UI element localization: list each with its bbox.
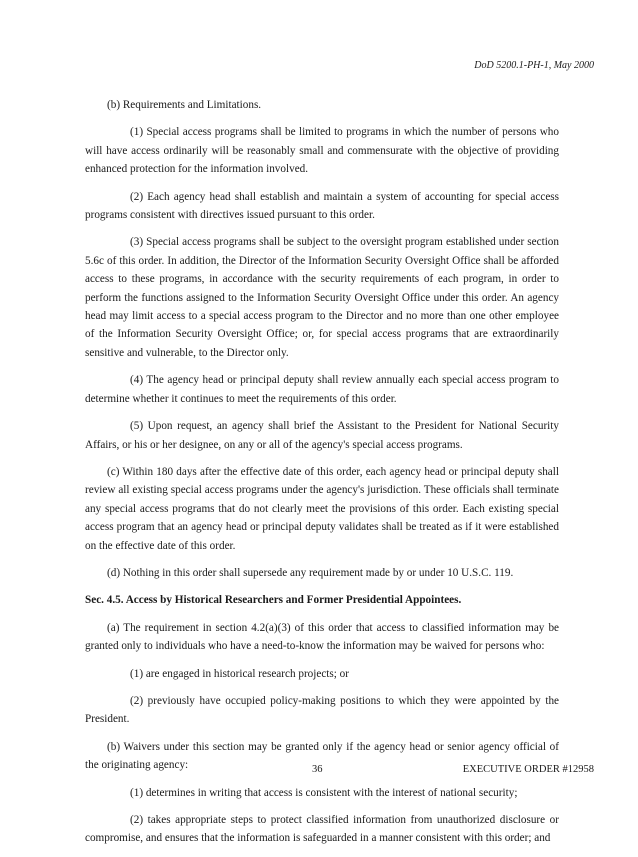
paragraph: (b) Requirements and Limitations. [107,99,262,111]
paragraph: (c) Within 180 days after the effective date of this order, each agency head or principal deputy shall review all existing special access programs under the agency's jurisdiction. These officials shall terminate any special access programs that do not clearly meet the provisions of this order. Each existing special access program that an agency head or principal deputy validates shall be treated as if it were established on the effective date of this order. [85,465,559,552]
paragraph: (1) Special access programs shall be limited to programs in which the number of persons who will have access ordinarily will be reasonably small and commensurate with the objective of providing enhanced protection for the information involved. [85,126,559,176]
paragraph: (a) The requirement in section 4.2(a)(3) of this order that access to classified information may be granted only to individuals who have a need-to-know the information may be waived for persons who: [85,621,559,653]
section-heading: Sec. 4.5. Access by Historical Researchers and Former Presidential Appointees. [85,594,462,607]
paragraph: (b) Waivers under this section may be granted only if the agency head or senior agency official of the originating agency: [85,740,559,772]
paragraph: (d) Nothing in this order shall supersede any requirement made by or under 10 U.S.C. 119. [107,566,514,579]
paragraph: (3) Special access programs shall be subject to the oversight program established under section 5.6c of this order. In addition, the Director of the Information Security Oversight Office shall be afforded access to these programs, in accordance with the security requirements of each program, in order to perform the functions assigned to the Information Security Oversight Office under this order. An agency head may limit access to a special access program to the Director and no more than one other employee of the Information Security Oversight Office; or, for special access programs that are extraordinarily sensitive and vulnerable, to the Director only. [85,236,559,359]
paragraph: (2) Each agency head shall establish and maintain a system of accounting for special access programs consistent with directives issued pursuant to this order. [85,190,559,222]
running-header: DoD 5200.1-PH-1, May 2000 [474,60,594,71]
paragraph: (5) Upon request, an agency shall brief the Assistant to the President for National Security Affairs, or his or her designee, on any or all of the agency's special access programs. [85,420,559,451]
body-text [85,96,559,857]
paragraph: (4) The agency head or principal deputy shall review annually each special access program to determine whether it continues to meet the requirements of this order. [85,374,559,405]
paragraph: (1) are engaged in historical research projects; or [130,667,349,680]
page-number: 36 [312,764,323,775]
paragraph: (2) takes appropriate steps to protect classified information from unauthorized disclosure or compromise, and ensures that the information is safeguarded in a manner consistent with this order; and [85,814,559,845]
paragraph: (2) previously have occupied policy-making positions to which they were appointed by the President. [85,694,559,726]
footer-document-title: EXECUTIVE ORDER #12958 [462,764,594,775]
paragraph: (1) determines in writing that access is consistent with the interest of national security; [130,786,518,799]
